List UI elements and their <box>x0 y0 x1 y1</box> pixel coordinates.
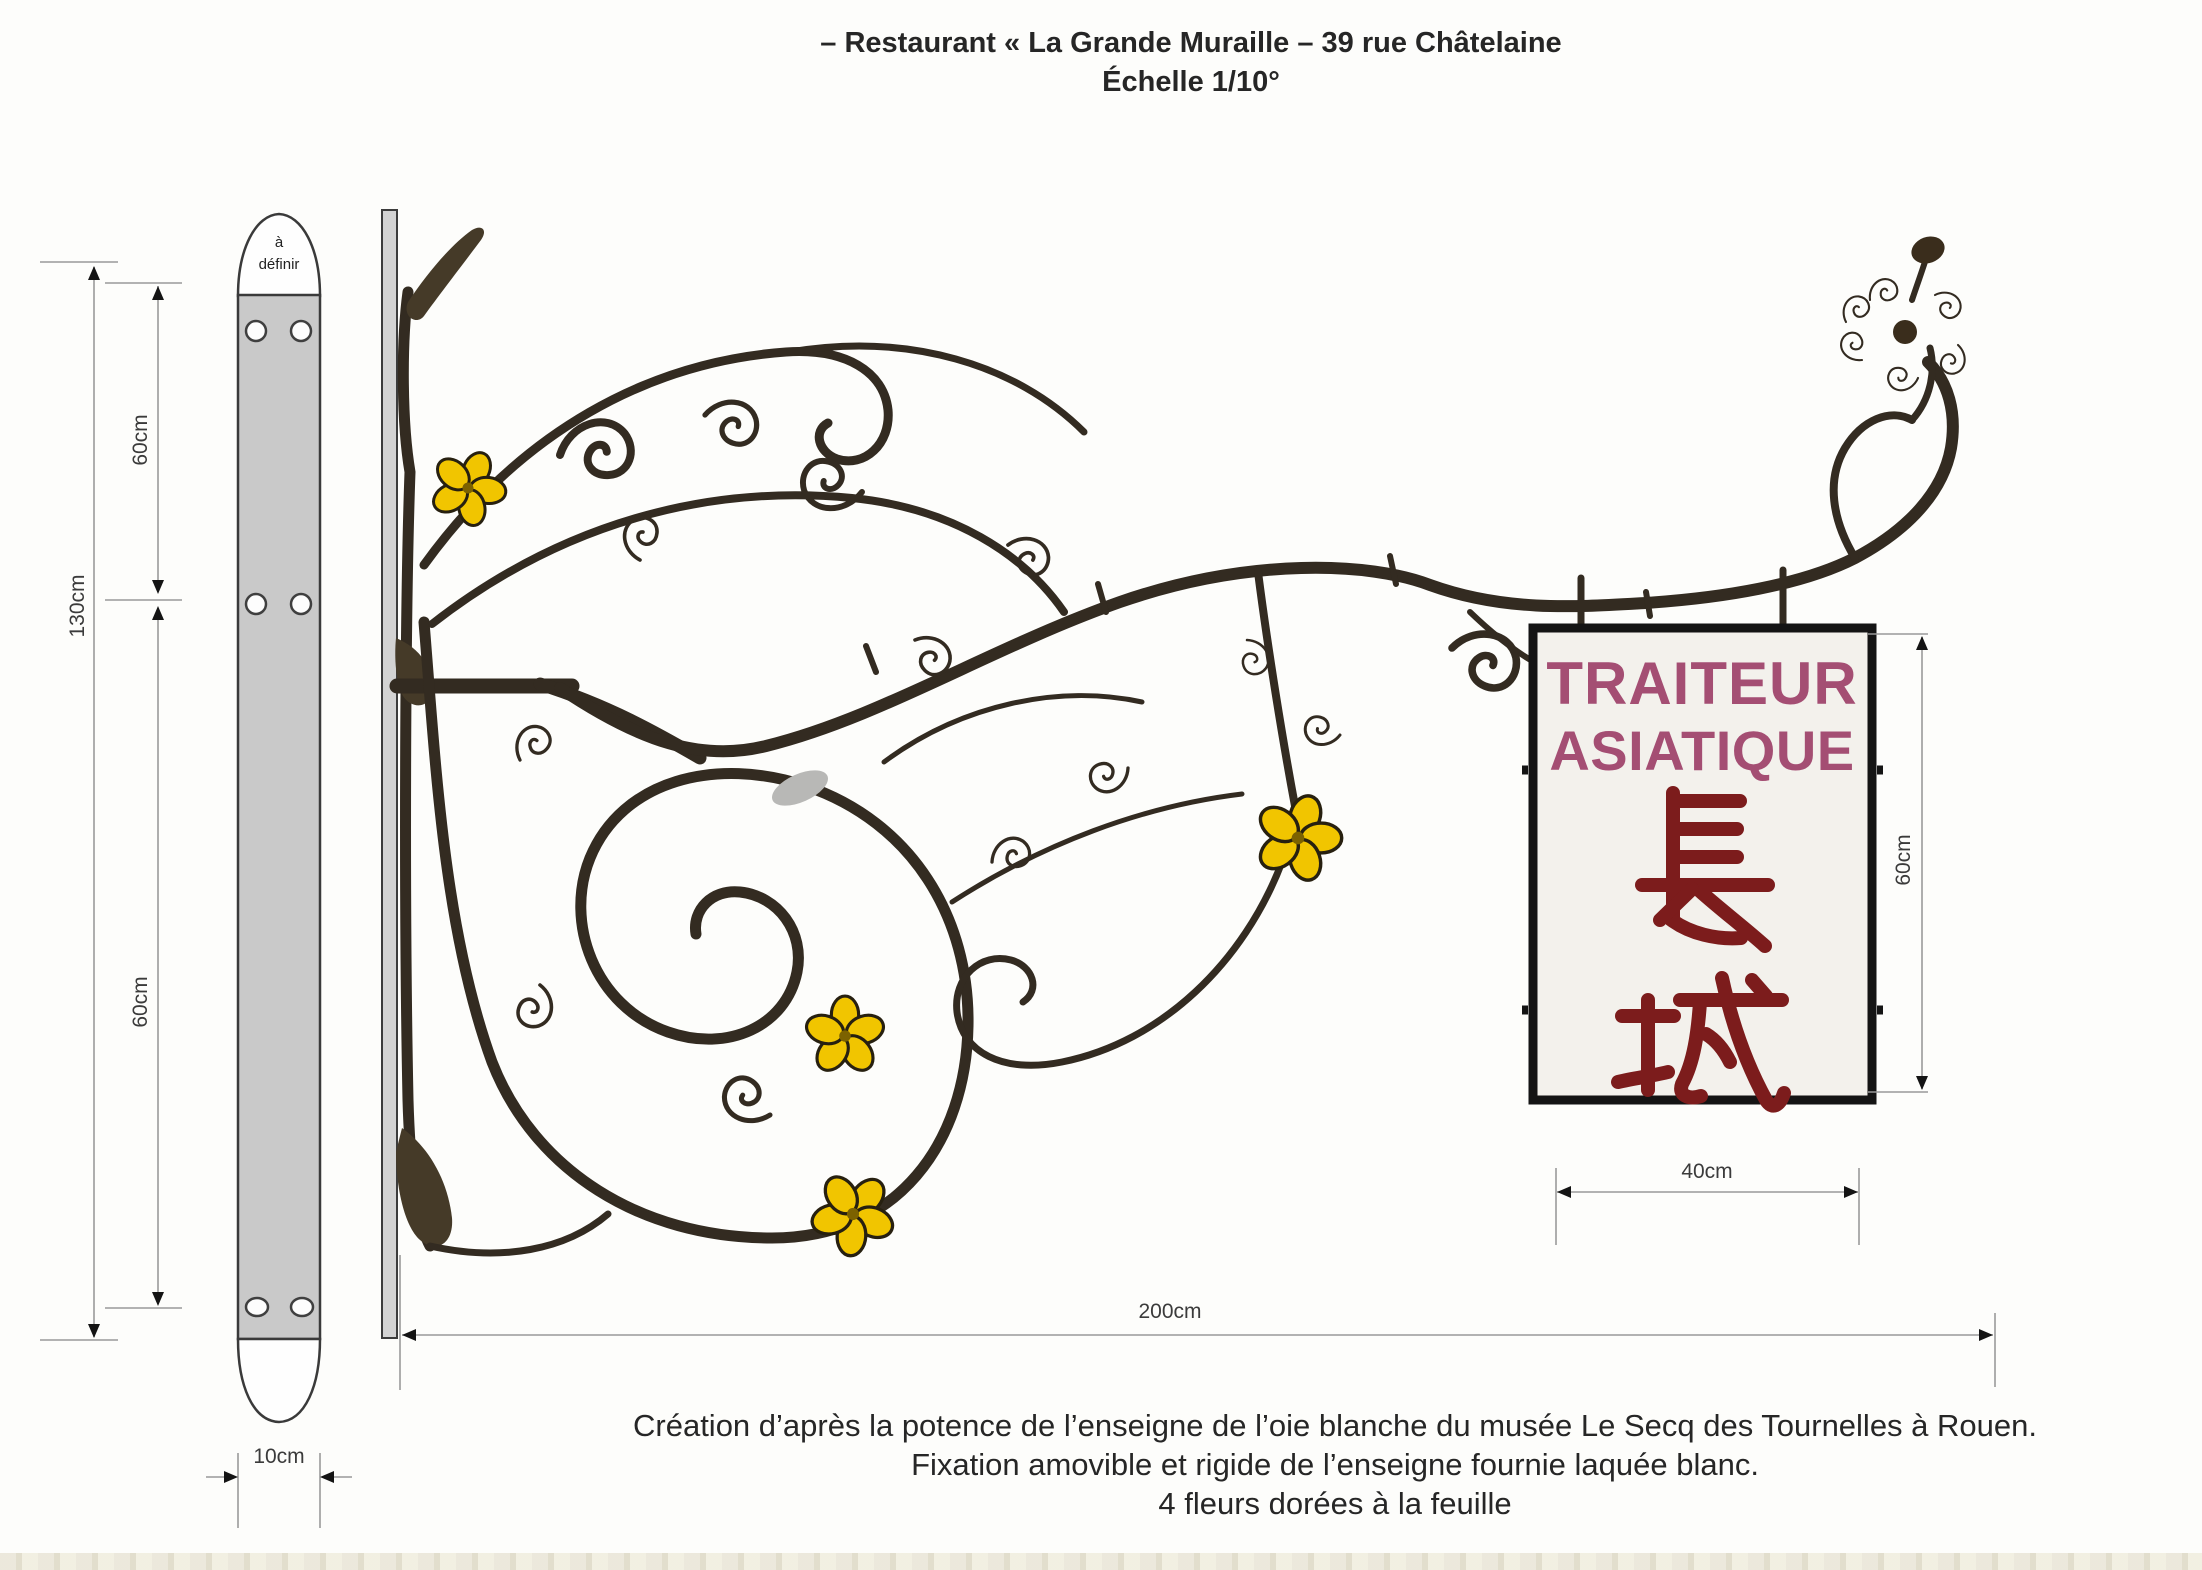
plate-body <box>238 295 320 1339</box>
bottom-texture-band <box>0 1553 2202 1570</box>
caption-line2: Fixation amovible et rigide de l’enseigne fournie laquée blanc. <box>911 1447 1759 1482</box>
hanging-sign <box>1522 570 1928 1245</box>
dim-sign-60cm: 60cm <box>1892 834 1915 886</box>
dim-10cm: 10cm <box>253 1445 305 1468</box>
sign-height-dimension <box>1868 634 1928 1092</box>
plate-bottom-dome <box>238 1339 320 1422</box>
plate-label-line1: à <box>274 234 284 251</box>
flower-2 <box>1246 786 1349 889</box>
drawing-caption <box>430 1406 2202 1523</box>
flower-3 <box>797 988 893 1085</box>
mounting-plate-front-view <box>238 214 320 1422</box>
plate-top-dome <box>238 214 320 296</box>
main-spiral <box>424 622 968 1238</box>
flower-4 <box>793 1154 912 1273</box>
dim-40cm: 40cm <box>1681 1160 1733 1183</box>
dim-200cm: 200cm <box>1138 1300 1202 1323</box>
leaf-bottom <box>396 1128 452 1246</box>
sign-width-dimension <box>1556 1160 1859 1245</box>
caption-line1: Création d’après la potence de l’enseigne de l’oie blanche du musée Le Secq des Tournelles à Rouen. <box>633 1408 2037 1443</box>
gilded-flowers <box>419 439 1349 1273</box>
sign-text-line1: TRAITEUR <box>1546 650 1858 717</box>
arm-length-dimension <box>400 1255 1995 1390</box>
silver-leaf <box>767 763 833 813</box>
title-line1: – Restaurant « La Grande Muraille – 39 rue Châtelaine <box>820 27 1562 59</box>
sign-text-line2: ASIATIQUE <box>1549 719 1855 782</box>
leaf-top <box>407 228 484 320</box>
mounting-plate-side-view <box>382 210 397 1338</box>
dim-60cm-upper: 60cm <box>129 414 152 466</box>
title-scale: Échelle 1/10° <box>1102 66 1280 98</box>
caption-line3: 4 fleurs dorées à la feuille <box>1158 1486 1512 1521</box>
dim-60cm-lower: 60cm <box>129 976 152 1028</box>
dim-130cm: 130cm <box>66 574 89 638</box>
flower-1 <box>419 439 516 536</box>
plate-label-line2: définir <box>258 256 300 273</box>
